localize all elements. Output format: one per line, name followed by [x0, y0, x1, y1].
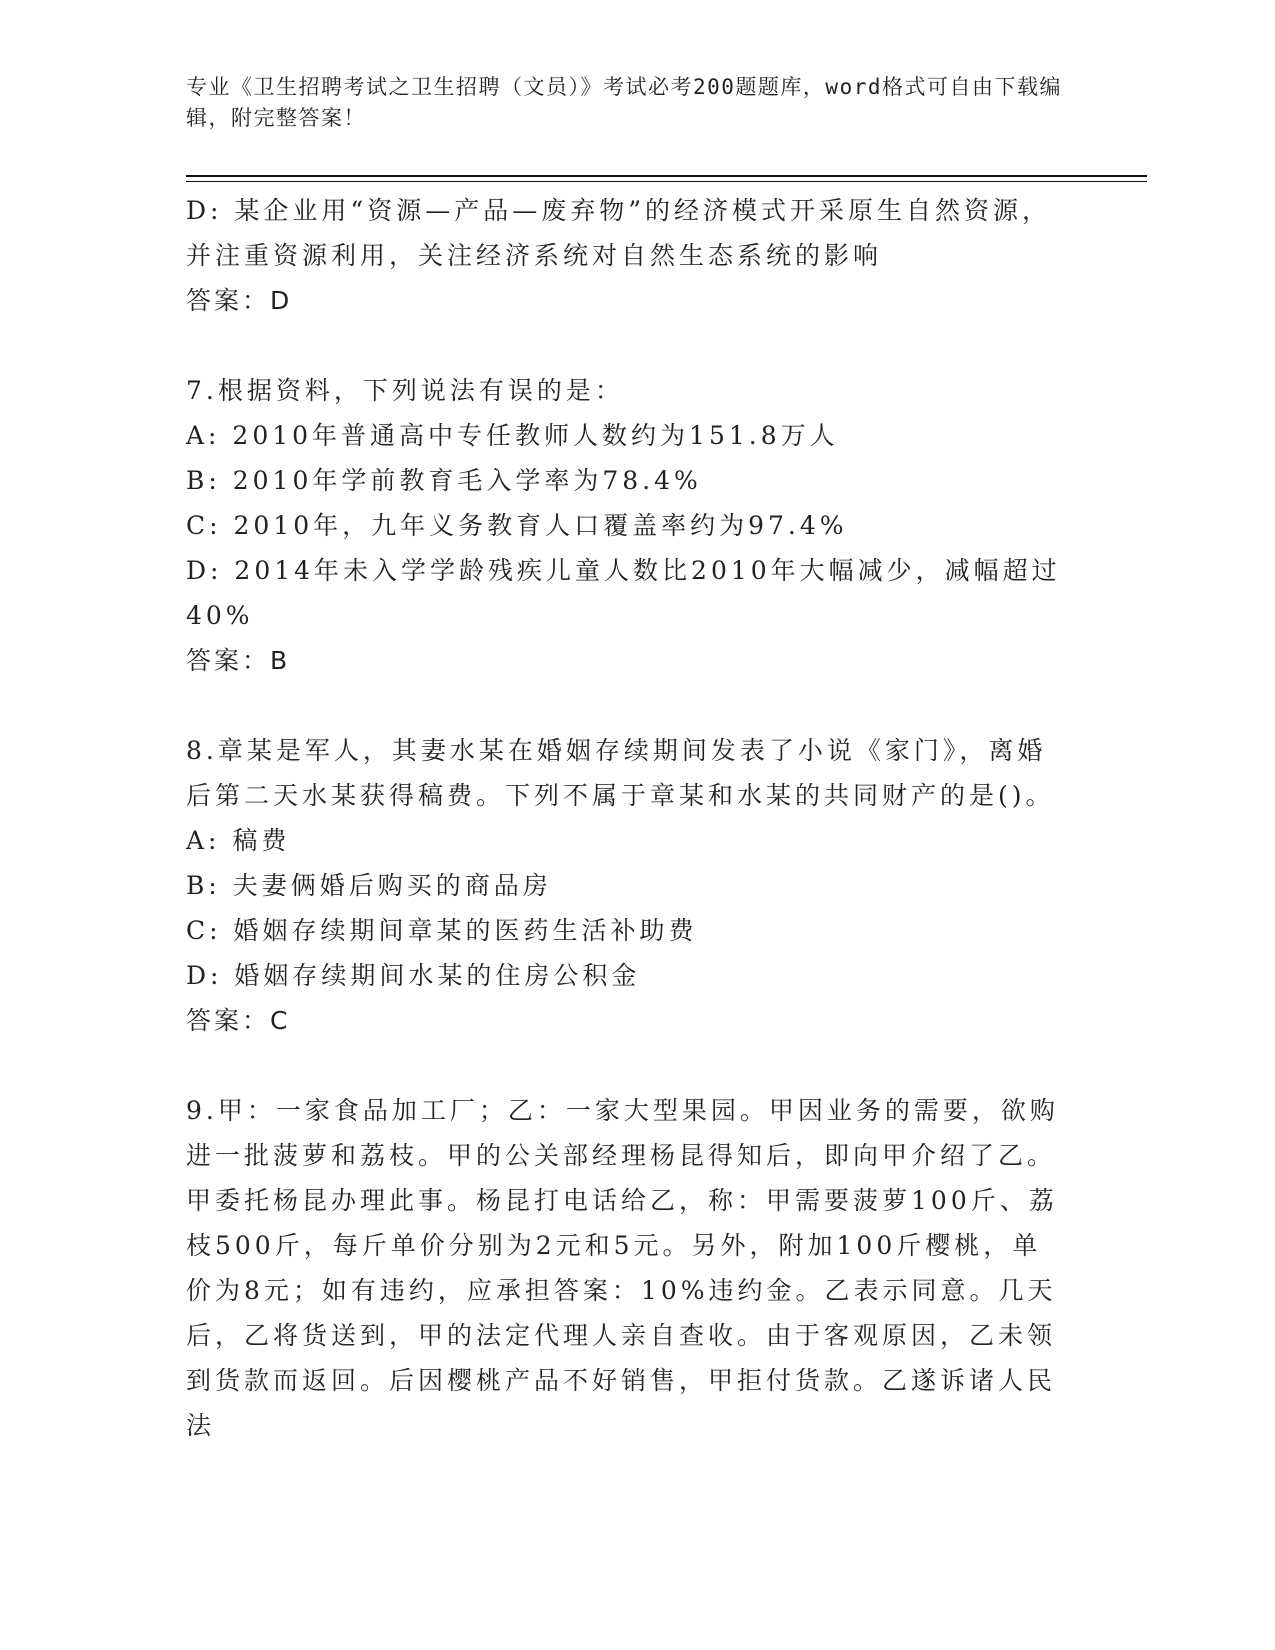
- q6-answer: 答案：D: [186, 286, 293, 315]
- q7-option-d: D: 2014年未入学学龄残疾儿童人数比2010年大幅减少，减幅超过40%: [186, 556, 1061, 630]
- q7-option-c: C: 2010年，九年义务教育人口覆盖率约为97.4%: [186, 511, 848, 540]
- header-divider-thick: [186, 175, 1147, 177]
- q7-option-a: A: 2010年普通高中专任教师人数约为151.8万人: [186, 421, 839, 450]
- q8-option-b: B: 夫妻俩婚后购买的商品房: [186, 871, 552, 900]
- q7-answer: 答案：B: [186, 646, 291, 675]
- q7-option-b: B: 2010年学前教育毛入学率为78.4%: [186, 466, 702, 495]
- header-divider-thin: [186, 181, 1147, 182]
- spacer: [186, 1043, 1066, 1088]
- document-header-title: 专业《卫生招聘考试之卫生招聘（文员）》考试必考200题题库，word格式可自由下载编辑，附完整答案！: [186, 75, 1062, 130]
- q8-option-d: D: 婚姻存续期间水某的住房公积金: [186, 961, 641, 990]
- q8-option-a: A: 稿费: [186, 826, 291, 855]
- q9-stem: 9.甲：一家食品加工厂；乙：一家大型果园。甲因业务的需要，欲购进一批菠萝和荔枝。甲的公关部经理杨昆得知后，即向甲介绍了乙。甲委托杨昆办理此事。杨昆打电话给乙，称：甲需要菠萝100斤、荔枝500斤，每斤单价分别为2元和5元。另外，附加100斤樱桃，单价为8元；如有违约，应承担答案：10%违约金。乙表示同意。几天后，乙将货送到，甲的法定代理人亲自查收。由于客观原因，乙未领到货款而返回。后因樱桃产品不好销售，甲拒付货款。乙遂诉诸人民法: [186, 1096, 1059, 1440]
- q8-stem: 8.章某是军人，其妻水某在婚姻存续期间发表了小说《家门》，离婚后第二天水某获得稿费。下列不属于章某和水某的共同财产的是()。: [186, 736, 1055, 810]
- spacer: [186, 683, 1066, 728]
- document-body: [186, 188, 1066, 1448]
- q7-stem: 7.根据资料，下列说法有误的是：: [186, 376, 624, 405]
- q8-answer: 答案：C: [186, 1006, 291, 1035]
- q8-option-c: C: 婚姻存续期间章某的医药生活补助费: [186, 916, 698, 945]
- q6-option-d: D: 某企业用“资源—产品—废弃物”的经济模式开采原生自然资源，并注重资源利用，关注经济系统对自然生态系统的影响: [186, 196, 1051, 270]
- spacer: [186, 323, 1066, 368]
